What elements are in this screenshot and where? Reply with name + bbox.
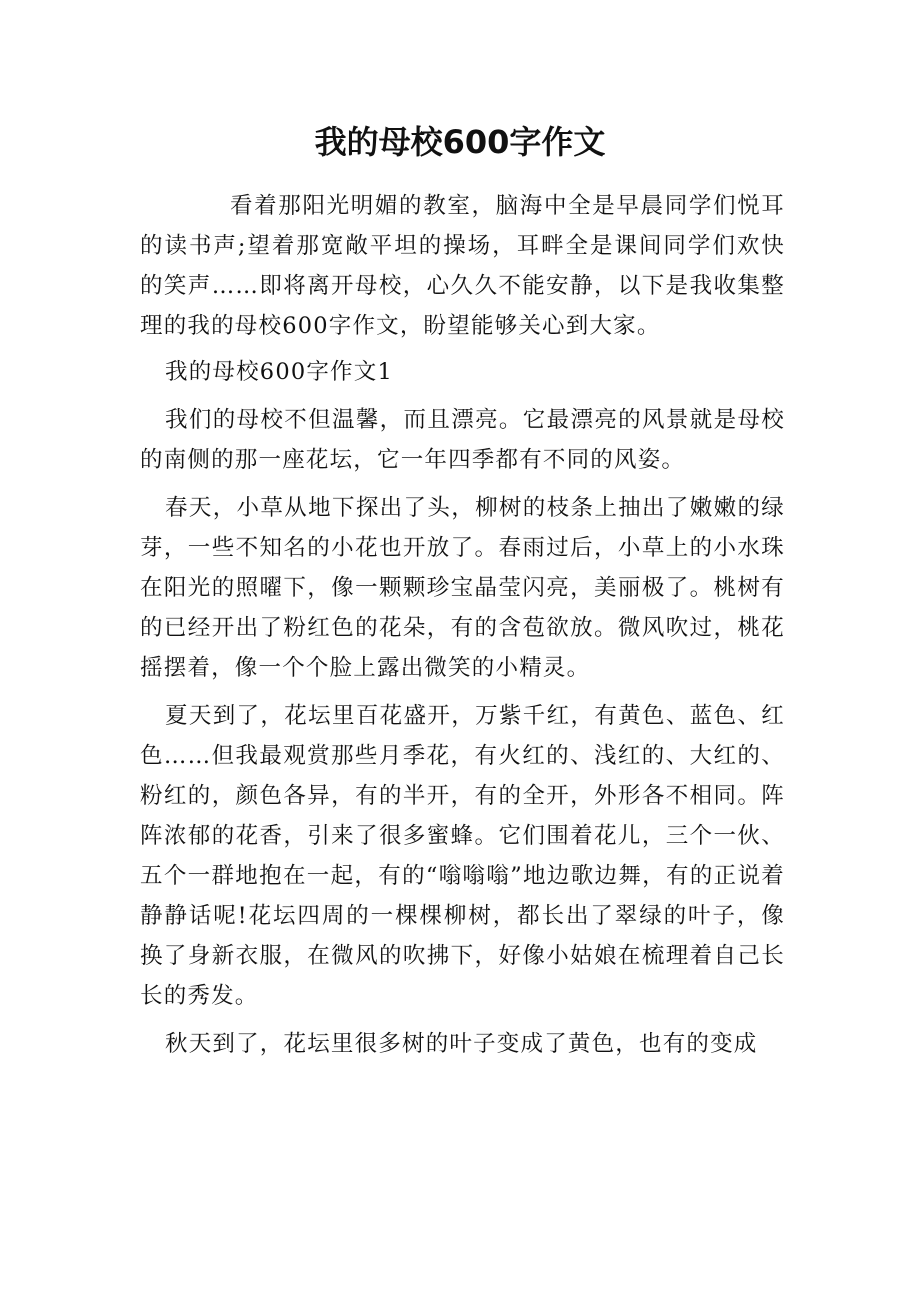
document-body xyxy=(140,186,785,1064)
document-title: 我的母校600字作文 xyxy=(314,123,606,161)
intro-paragraph: 看着那阳光明媚的教室，脑海中全是早晨同学们悦耳的读书声;望着那宽敞平坦的操场，耳畔全是课间同学们欢快的笑声……即将离开母校，心久久不能安静，以下是我收集整理的我的母校600字作文，盼望能够关心到大家。 xyxy=(140,193,785,339)
section-subheading: 我的母校600字作文1 xyxy=(165,359,393,385)
body-paragraph-2: 春天，小草从地下探出了头，柳树的枝条上抽出了嫩嫩的绿芽，一些不知名的小花也开放了。春雨过后，小草上的小水珠在阳光的照曜下，像一颗颗珍宝晶莹闪亮，美丽极了。桃树有的已经开出了粉红色的花朵，有的含苞欲放。微风吹过，桃花摇摆着，像一个个脸上露出微笑的小精灵。 xyxy=(140,495,785,681)
body-paragraph-1: 我们的母校不但温馨，而且漂亮。它最漂亮的风景就是母校的南侧的那一座花坛，它一年四季都有不同的风姿。 xyxy=(140,407,785,473)
body-paragraph-4: 秋天到了，花坛里很多树的叶子变成了黄色，也有的变成 xyxy=(165,1031,758,1057)
body-paragraph-3: 夏天到了，花坛里百花盛开，万紫千红，有黄色、蓝色、红色……但我最观赏那些月季花，有火红的、浅红的、大红的、粉红的，颜色各异，有的半开，有的全开，外形各不相同。阵阵浓郁的花香，引来了很多蜜蜂。它们围着花儿，三个一伙、五个一群地抱在一起，有的“嗡嗡嗡”地边歌边舞，有的正说着静静话呢!花坛四周的一棵棵柳树，都长出了翠绿的叶子，像换了身新衣服，在微风的吹拂下，好像小姑娘在梳理着自己长长的秀发。 xyxy=(140,703,785,1009)
